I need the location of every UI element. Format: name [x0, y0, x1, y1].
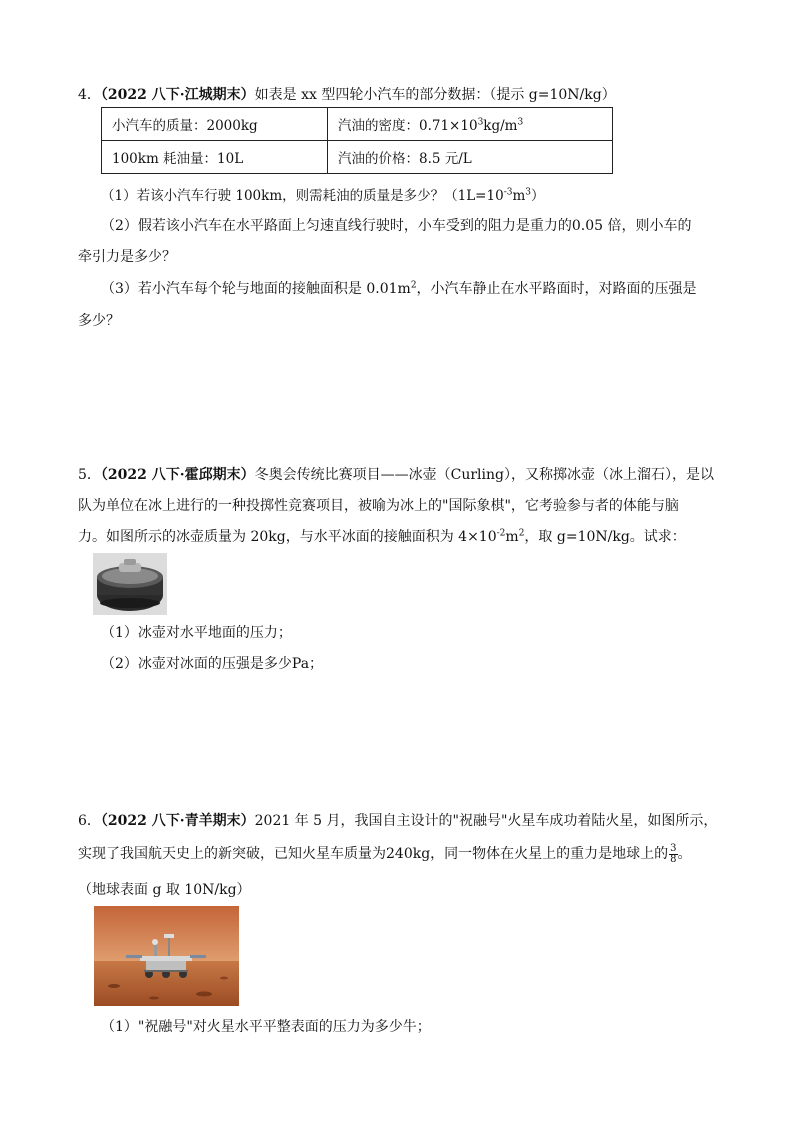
mars-rover-image: [94, 906, 239, 1006]
q5-number: 5．: [78, 467, 101, 483]
q4-sub1: （1）若该小汽车行驶 100km，则需耗油的质量是多少？$(1L=10^{-3}m^3)$: [101, 187, 545, 204]
q6-line1: 6．（2022 八下·青羊期末）2021 年 5 月，我国自主设计的"祝融号"火星车成功着陆火星，如图所示，: [78, 813, 718, 829]
q5-sub2: （2）冰壶对冰面的压强是多少Pa；: [101, 656, 324, 672]
q6-number: 6．: [78, 813, 101, 829]
q4-sub3-line1: （3）若小汽车每个轮与地面的接触面积是 $0.01m^2$，小汽车静止在水平路面时，对路面的压强是: [101, 280, 697, 297]
q4-stem: 如表是 xx 型四轮小汽车的部分数据：（提示 g=10N/kg）: [254, 87, 616, 103]
fraction: $\frac{3}{8}$: [670, 842, 677, 865]
q6-line2: 实现了我国航天史上的新突破，已知火星车质量为240kg，同一物体在火星上的重力是地球上的 $\frac{3}{8}$ 。: [78, 842, 692, 865]
table-cell: 汽油的密度：$0.71\times 10^3kg/m^3$: [328, 108, 613, 141]
q6-sub1: （1）"祝融号"对火星水平平整表面的压力为多少牛；: [101, 1019, 431, 1035]
q4-source: （2022 八下·江城期末）: [100, 87, 255, 103]
q4-sub2-line1: （2）假若该小汽车在水平路面上匀速直线行驶时，小车受到的阻力是重力的0.05 倍，则小车的: [101, 218, 692, 234]
q5-line1: 5．（2022 八下·霍邱期末）冬奥会传统比赛项目——冰壶（Curling），又称掷冰壶（冰上溜石），是以: [78, 467, 714, 483]
car-data-table: [101, 107, 613, 174]
q5-line2: 队为单位在冰上进行的一种投掷性竞赛项目，被喻为冰上的"国际象棋"，它考验参与者的体能与脑: [78, 498, 679, 514]
table-cell: 汽油的价格：8.5 元/L: [328, 141, 613, 174]
q6-source: （2022 八下·青羊期末）: [100, 813, 255, 829]
q5-source: （2022 八下·霍邱期末）: [100, 467, 255, 483]
table-cell: 100km 耗油量：10L: [102, 141, 328, 174]
q5-sub1: （1）冰壶对水平地面的压力；: [101, 625, 292, 641]
table-row: [102, 108, 613, 141]
q4-header: [78, 84, 616, 104]
curling-stone-image: [93, 553, 167, 615]
q4-sub2-line2: 牵引力是多少？: [78, 249, 176, 265]
q6-line3: （地球表面 g 取 10N/kg）: [78, 882, 251, 898]
table-row: [102, 141, 613, 174]
table-cell: 小汽车的质量：2000kg: [102, 108, 328, 141]
q4-sub3-line2: 多少？: [78, 313, 120, 329]
q4-number: 4．: [78, 87, 101, 103]
q5-line3: 力。如图所示的冰壶质量为 20kg，与水平冰面的接触面积为 $4\times 10^{-2}m^2$，取 g=10N/kg。试求：: [78, 528, 686, 545]
